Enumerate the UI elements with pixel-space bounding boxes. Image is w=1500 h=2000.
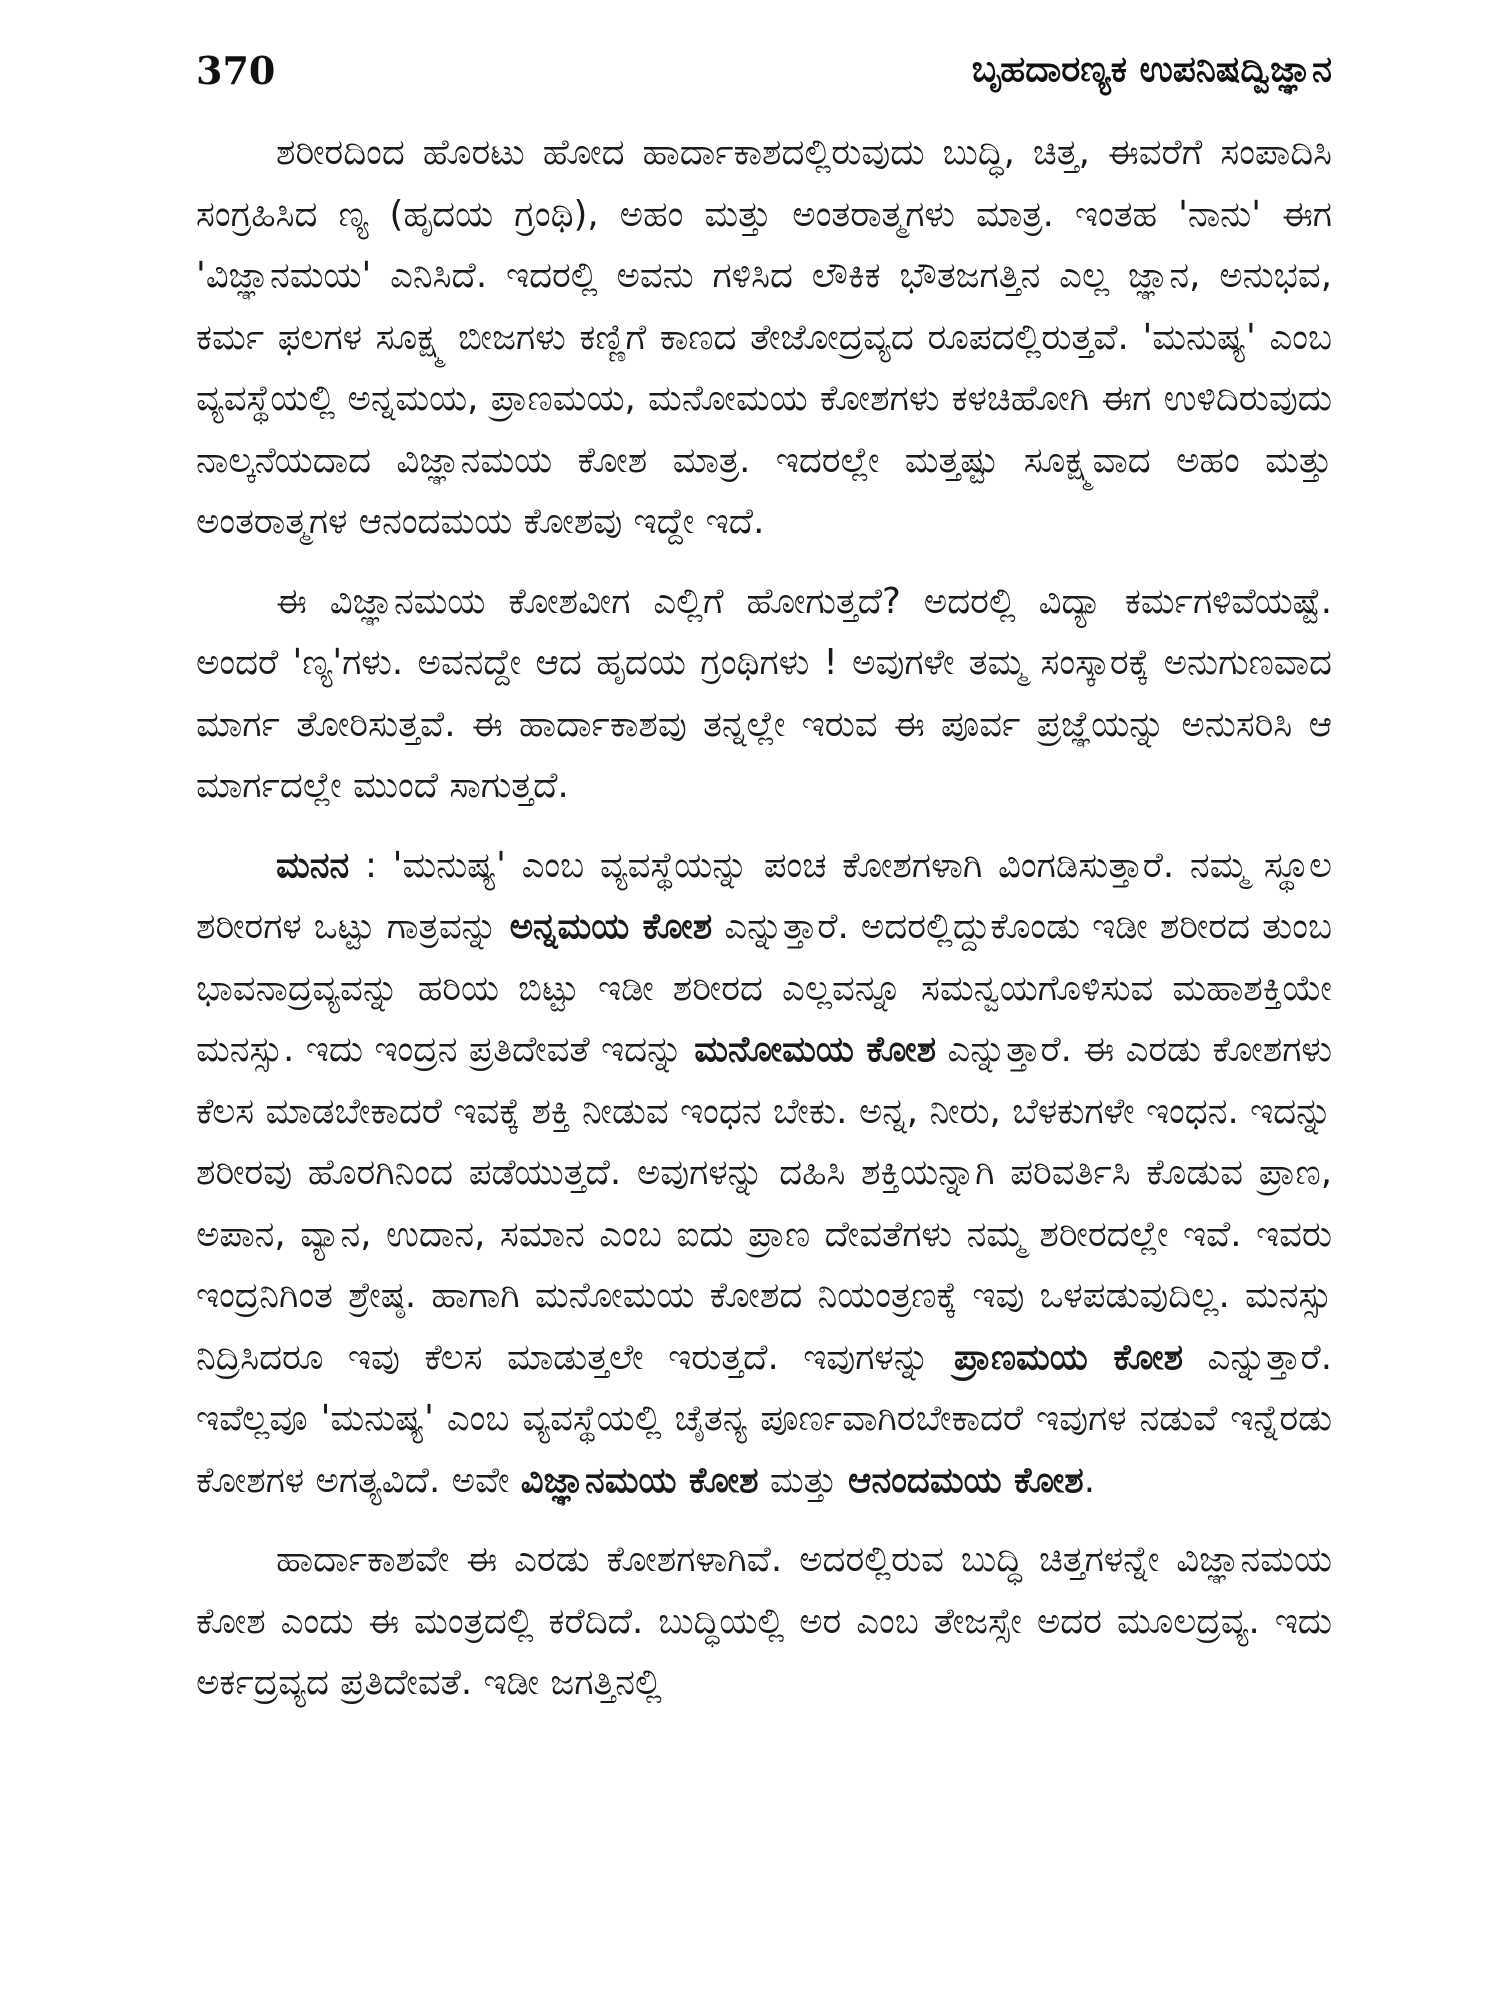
paragraph-3-text-6: . <box>1083 1459 1096 1501</box>
manana-heading: ಮನನ <box>276 844 350 886</box>
term-anandamaya-kosha: ಆನಂದಮಯ ಕೋಶ <box>848 1459 1084 1501</box>
term-pranamaya-kosha: ಪ್ರಾಣಮಯ ಕೋಶ <box>953 1336 1184 1378</box>
paragraph-3-text-3: ಎನ್ನುತ್ತಾರೆ. ಈ ಎರಡು ಕೋಶಗಳು ಕೆಲಸ ಮಾಡಬೇಕಾದರೆ ಇವಕ್ಕೆ ಶಕ್ತಿ ನೀಡುವ ಇಂಧನ ಬೇಕು. ಅನ್ನ, ನೀರು, ಬೆಳಕುಗಳೇ ಇಂಧನ. ಇದನ್ನು ಶರೀರವು ಹೊರಗಿನಿಂದ ಪಡೆಯುತ್ತದೆ. ಅವುಗಳನ್ನು ದಹಿಸಿ ಶಕ್ತಿಯನ್ನಾಗಿ ಪರಿವರ್ತಿಸಿ ಕೊಡುವ ಪ್ರಾಣ, ಅಪಾನ, ವ್ಯಾನ, ಉದಾನ, ಸಮಾನ ಎಂಬ ಐದು ಪ್ರಾಣ ದೇವತೆಗಳು ನಮ್ಮ ಶರೀರದಲ್ಲೇ ಇವೆ. ಇವರು ಇಂದ್ರನಿಗಿಂತ ಶ್ರೇಷ್ಠ. ಹಾಗಾಗಿ ಮನೋಮಯ ಕೋಶದ ನಿಯಂತ್ರಣಕ್ಕೆ ಇವು ಒಳಪಡುವುದಿಲ್ಲ. ಮನಸ್ಸು ನಿದ್ರಿಸಿದರೂ ಇವು ಕೆಲಸ ಮಾಡುತ್ತಲೇ ಇರುತ್ತದೆ. ಇವುಗಳನ್ನು <box>196 1029 1332 1378</box>
page-header <box>196 40 1332 100</box>
body-text <box>196 122 1332 1714</box>
term-annamaya-kosha: ಅನ್ನಮಯ ಕೋಶ <box>509 906 713 947</box>
page-number: 370 <box>196 47 276 93</box>
paragraph-3-text-2: ಎನ್ನುತ್ತಾರೆ. ಅದರಲ್ಲಿದ್ದುಕೊಂಡು ಇಡೀ ಶರೀರದ ತುಂಬ ಭಾವನಾದ್ರವ್ಯವನ್ನು ಹರಿಯ ಬಿಟ್ಟು ಇಡೀ ಶರೀರದ ಎಲ್ಲವನ್ನೂ ಸಮನ್ವಯಗೊಳಿಸುವ ಮಹಾಶಕ್ತಿಯೇ ಮನಸ್ಸು. ಇದು ಇಂದ್ರನ ಪ್ರತಿದೇವತೆ ಇದನ್ನು <box>196 906 1332 1070</box>
paragraph-4: ಹಾರ್ದಾಕಾಶವೇ ಈ ಎರಡು ಕೋಶಗಳಾಗಿವೆ. ಅದರಲ್ಲಿರುವ ಬುದ್ಧಿ ಚಿತ್ತಗಳನ್ನೇ ವಿಜ್ಞಾನಮಯ ಕೋಶ ಎಂದು ಈ ಮಂತ್ರದಲ್ಲಿ ಕರೆದಿದೆ. ಬುದ್ಧಿಯಲ್ಲಿ ಅರ ಎಂಬ ತೇಜಸ್ಸೇ ಅದರ ಮೂಲದ್ರವ್ಯ. ಇದು ಅರ್ಕದ್ರವ್ಯದ ಪ್ರತಿದೇವತೆ. ಇಡೀ ಜಗತ್ತಿನಲ್ಲಿ <box>196 1539 1332 1703</box>
paragraph-1: ಶರೀರದಿಂದ ಹೊರಟು ಹೋದ ಹಾರ್ದಾಕಾಶದಲ್ಲಿರುವುದು ಬುದ್ಧಿ, ಚಿತ್ತ, ಈವರೆಗೆ ಸಂಪಾದಿಸಿ ಸಂಗ್ರಹಿಸಿದ ಣ್ಯ (ಹೃದಯ ಗ್ರಂಥಿ), ಅಹಂ ಮತ್ತು ಅಂತರಾತ್ಮಗಳು ಮಾತ್ರ. ಇಂತಹ 'ನಾನು' ಈಗ 'ವಿಜ್ಞಾನಮಯ' ಎನಿಸಿದೆ. ಇದರಲ್ಲಿ ಅವನು ಗಳಿಸಿದ ಲೌಕಿಕ ಭೌತಜಗತ್ತಿನ ಎಲ್ಲ ಜ್ಞಾನ, ಅನುಭವ, ಕರ್ಮ ಫಲಗಳ ಸೂಕ್ಷ್ಮ ಬೀಜಗಳು ಕಣ್ಣಿಗೆ ಕಾಣದ ತೇಜೋದ್ರವ್ಯದ ರೂಪದಲ್ಲಿರುತ್ತವೆ. 'ಮನುಷ್ಯ' ಎಂಬ ವ್ಯವಸ್ಥೆಯಲ್ಲಿ ಅನ್ನಮಯ, ಪ್ರಾಣಮಯ, ಮನೋಮಯ ಕೋಶಗಳು ಕಳಚಿಹೋಗಿ ಈಗ ಉಳಿದಿರುವುದು ನಾಲ್ಕನೆಯದಾದ ವಿಜ್ಞಾನಮಯ ಕೋಶ ಮಾತ್ರ. ಇದರಲ್ಲೇ ಮತ್ತಷ್ಟು ಸೂಕ್ಷ್ಮವಾದ ಅಹಂ ಮತ್ತು ಅಂತರಾತ್ಮಗಳ ಆನಂದಮಯ ಕೋಶವು ಇದ್ದೇ ಇದೆ. <box>196 132 1332 542</box>
paragraph-3 <box>196 835 1332 1512</box>
term-vijnanamaya-kosha: ವಿಜ್ಞಾನಮಯ ಕೋಶ <box>520 1459 759 1501</box>
paragraph-2: ಈ ವಿಜ್ಞಾನಮಯ ಕೋಶವೀಗ ಎಲ್ಲಿಗೆ ಹೋಗುತ್ತದೆ? ಅದರಲ್ಲಿ ವಿದ್ಯಾ ಕರ್ಮಗಳಿವೆಯಷ್ಟೆ. ಅಂದರೆ 'ಣ್ಯ'ಗಳು. ಅವನದ್ದೇ ಆದ ಹೃದಯ ಗ್ರಂಥಿಗಳು ! ಅವುಗಳೇ ತಮ್ಮ ಸಂಸ್ಕಾರಕ್ಕೆ ಅನುಗುಣವಾದ ಮಾರ್ಗ ತೋರಿಸುತ್ತವೆ. ಈ ಹಾರ್ದಾಕಾಶವು ತನ್ನಲ್ಲೇ ಇರುವ ಈ ಪೂರ್ವ ಪ್ರಜ್ಞೆಯನ್ನು ಅನುಸರಿಸಿ ಆ ಮಾರ್ಗದಲ್ಲೇ ಮುಂದೆ ಸಾಗುತ್ತದೆ. <box>196 580 1332 806</box>
term-manomaya-kosha: ಮನೋಮಯ ಕೋಶ <box>694 1029 937 1070</box>
running-title: ಬೃಹದಾರಣ್ಯಕ ಉಪನಿಷದ್ವಿಜ್ಞಾನ <box>971 49 1332 90</box>
paragraph-3-text-1: : 'ಮನುಷ್ಯ' ಎಂಬ ವ್ಯವಸ್ಥೆಯನ್ನು ಪಂಚ ಕೋಶಗಳಾಗಿ ವಿಂಗಡಿಸುತ್ತಾರೆ. ನಮ್ಮ ಸ್ಥೂಲ ಶರೀರಗಳ ಒಟ್ಟು ಗಾತ್ರವನ್ನು <box>196 844 1332 947</box>
paragraph-3-text-4: ಎನ್ನುತ್ತಾರೆ. ಇವೆಲ್ಲವೂ 'ಮನುಷ್ಯ' ಎಂಬ ವ್ಯವಸ್ಥೆಯಲ್ಲಿ ಚೈತನ್ಯ ಪೂರ್ಣವಾಗಿರಬೇಕಾದರೆ ಇವುಗಳ ನಡುವೆ ಇನ್ನೆರಡು ಕೋಶಗಳ ಅಗತ್ಯವಿದೆ. ಅವೇ <box>196 1336 1332 1501</box>
paragraph-3-text-5: ಮತ್ತು <box>758 1459 849 1501</box>
